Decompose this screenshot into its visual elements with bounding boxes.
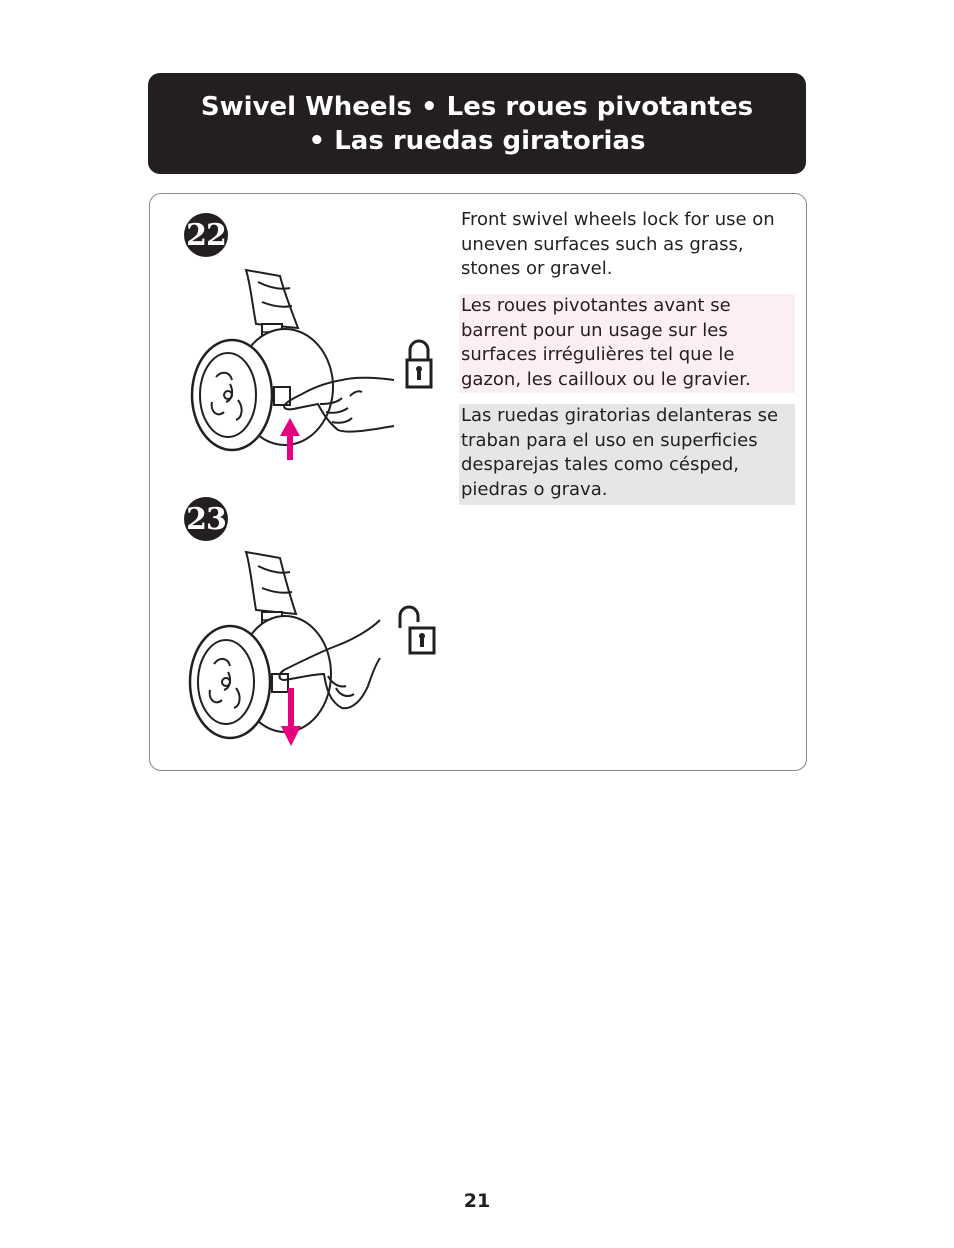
page-number: 21 [463, 1190, 491, 1212]
instruction-text-french: Les roues pivotantes avant se barrent pour un usage sur les surfaces irrégulières tel que le gazon, les cailloux ou le gravier. [459, 294, 795, 393]
wheel-unlock-illustration [180, 546, 410, 751]
step-number-badge: 22 [184, 213, 228, 257]
unlocked-padlock-icon [396, 604, 436, 656]
section-header [148, 73, 806, 174]
wheel-lock-illustration [180, 262, 440, 462]
instruction-text-spanish: Las ruedas giratorias delanteras se traban para el uso en superficies desparejas tales como césped, piedras o grava. [459, 404, 795, 505]
locked-padlock-icon [404, 338, 434, 390]
header-title-line-1: Swivel Wheels • Les roues pivotantes [200, 91, 754, 122]
instruction-text-english: Front swivel wheels lock for use on uneven surfaces such as grass, stones or gravel. [461, 209, 775, 280]
header-title-line-2: • Las ruedas giratorias [308, 125, 646, 156]
step-number-badge: 23 [184, 497, 228, 541]
